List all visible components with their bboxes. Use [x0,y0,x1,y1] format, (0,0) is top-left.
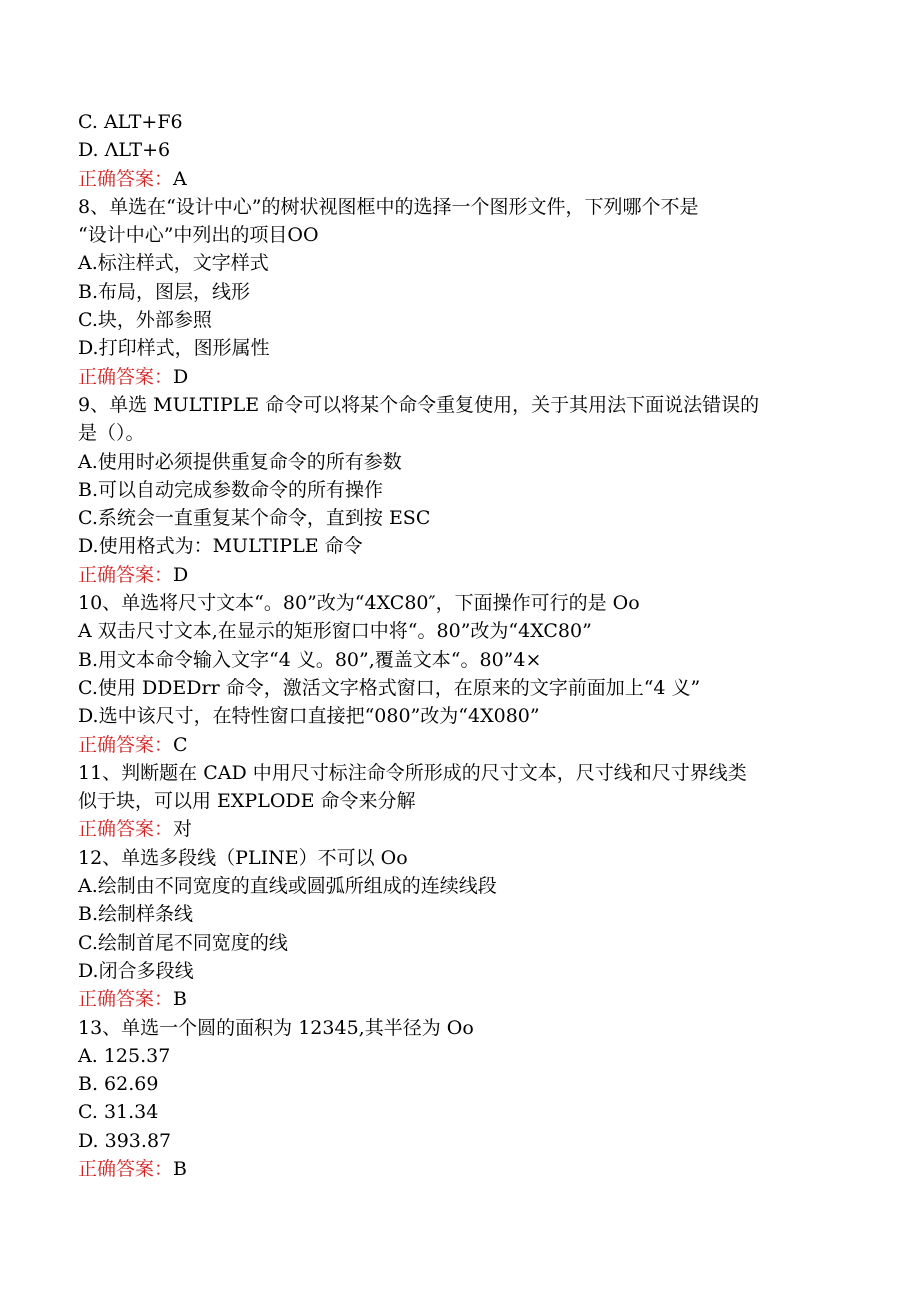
option-line: A 双击尺寸文本,在显示的矩形窗口中将“。80”改为“4XC80” [78,620,592,643]
option-line: D.闭合多段线 [78,959,194,982]
answer-line [78,363,848,391]
option-line: A.标注样式，文字样式 [78,252,269,275]
answer-label: 正确答案： [78,733,174,756]
option-line: C. 31.34 [78,1101,159,1124]
answer-line [78,815,848,843]
option-line: C.系统会一直重复某个命令，直到按 ESC [78,507,431,530]
option-line: D.打印样式，图形属性 [78,337,270,360]
answer-line [78,731,848,759]
question-stem: 12、单选多段线（PLINE）不可以 Oo [78,846,408,869]
answer-value: B [173,988,187,1011]
option-line: C. ALT+F6 [78,111,183,133]
option-line: A.绘制由不同宽度的直线或圆弧所组成的连续线段 [78,875,497,898]
answer-line [78,165,848,193]
question-stem: 13、单选一个圆的面积为 12345,其半径为 Oo [78,1016,474,1039]
question-list [78,108,848,1183]
question-stem-continued: 是（）。 [78,422,145,445]
answer-label: 正确答案： [78,563,174,586]
answer-value: D [173,365,189,388]
option-line: C.绘制首尾不同宽度的线 [78,931,288,954]
option-line: D. 393.87 [78,1129,172,1152]
answer-value: A [173,167,187,190]
option-line: A. 125.37 [78,1044,171,1067]
question-stem: 9、单选 MULTIPLE 命令可以将某个命令重复使用，关于其用法下面说法错误的 [78,393,760,416]
option-line: A.使用时必须提供重复命令的所有参数 [78,450,402,473]
answer-value: D [173,563,189,586]
question-stem-continued: “设计中心”中列出的项目OO [78,224,319,247]
answer-line [78,561,848,589]
option-line: C.块，外部参照 [78,309,212,332]
option-line: B.用文本命令输入文字“4 义。80”,覆盖文本“。80”4× [78,648,542,671]
answer-label: 正确答案： [78,1157,174,1180]
option-line: C.使用 DDEDrr 命令，激活文字格式窗口，在原来的文字前面加上“4 义” [78,676,701,699]
option-line: D.使用格式为：MULTIPLE 命令 [78,535,363,558]
question-stem-continued: 似于块，可以用 EXPLODE 命令来分解 [78,790,416,813]
answer-value: B [173,1157,187,1180]
answer-value: 对 [173,818,193,841]
answer-label: 正确答案： [78,365,174,388]
answer-label: 正确答案： [78,988,174,1011]
option-line: B. 62.69 [78,1073,159,1096]
option-line: B.可以自动完成参数命令的所有操作 [78,478,384,501]
answer-label: 正确答案： [78,167,174,190]
answer-label: 正确答案： [78,818,174,841]
answer-line [78,985,848,1013]
answer-value: C [173,733,188,756]
question-stem: 10、单选将尺寸文本“。80”改为“4XC80″，下面操作可行的是 Oo [78,592,640,615]
option-line: B.绘制样条线 [78,903,194,926]
question-stem: 8、单选在“设计中心”的树状视图框中的选择一个图形文件，下列哪个不是 [78,195,699,218]
answer-line [78,1155,848,1183]
question-stem: 11、判断题在 CAD 中用尺寸标注命令所形成的尺寸文本，尺寸线和尺寸界线类 [78,761,747,784]
option-line: B.布局，图层，线形 [78,280,251,303]
option-line: D. ΛLT+6 [78,139,171,162]
option-line: D.选中该尺寸，在特性窗口直接把“080”改为“4X080” [78,705,540,728]
